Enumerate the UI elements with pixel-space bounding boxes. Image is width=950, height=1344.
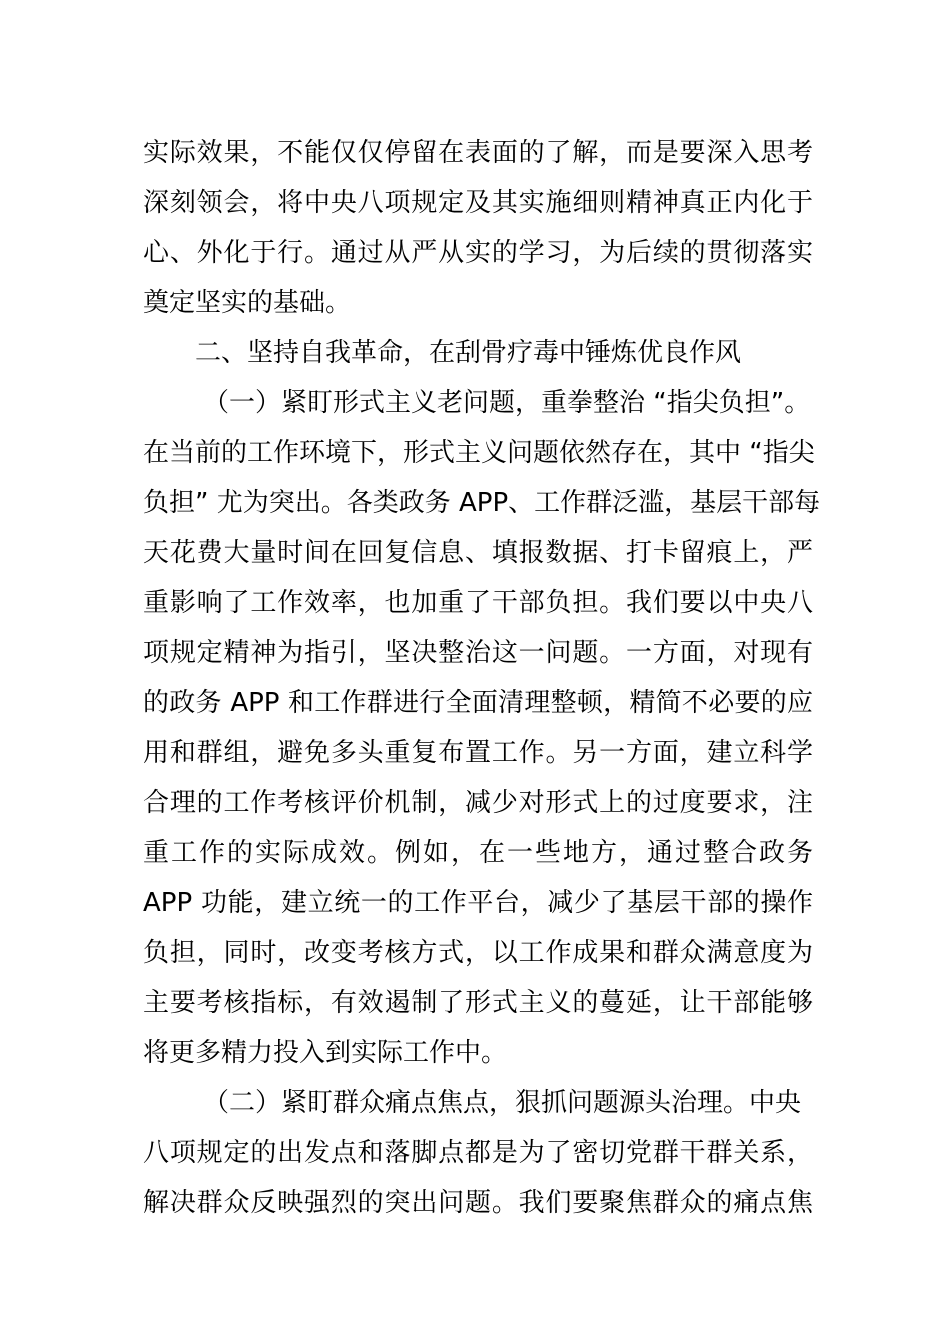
paragraph-1-line-3: 心、外化于行。通过从严从实的学习，为后续的贯彻落实 [143, 238, 813, 268]
paragraph-2-line-3: 负担” 尤为突出。各类政务 APP、工作群泛滥，基层干部每 [143, 488, 821, 518]
paragraph-2-line-12: 负担，同时，改变考核方式，以工作成果和群众满意度为 [143, 938, 813, 968]
paragraph-2-line-11: APP 功能，建立统一的工作平台，减少了基层干部的操作 [143, 888, 813, 918]
paragraph-2-line-6: 项规定精神为指引，坚决整治这一问题。一方面，对现有 [143, 638, 813, 668]
paragraph-3-line-3: 解决群众反映强烈的突出问题。我们要聚焦群众的痛点焦 [143, 1188, 813, 1218]
paragraph-2-line-7: 的政务 APP 和工作群进行全面清理整顿，精简不必要的应 [143, 688, 813, 718]
paragraph-1-line-2: 深刻领会，将中央八项规定及其实施细则精神真正内化于 [143, 188, 813, 218]
paragraph-2-line-5: 重影响了工作效率，也加重了干部负担。我们要以中央八 [143, 588, 813, 618]
paragraph-1-line-1: 实际效果，不能仅仅停留在表面的了解，而是要深入思考 [143, 138, 813, 168]
paragraph-2-line-10: 重工作的实际成效。例如，在一些地方，通过整合政务 [143, 838, 813, 868]
paragraph-2-line-14: 将更多精力投入到实际工作中。 [143, 1038, 508, 1068]
paragraph-3-line-2: 八项规定的出发点和落脚点都是为了密切党群干群关系， [143, 1138, 813, 1168]
paragraph-1-line-4: 奠定坚实的基础。 [143, 288, 352, 318]
paragraph-2-line-2: 在当前的工作环境下，形式主义问题依然存在，其中 “指尖 [143, 438, 815, 468]
paragraph-2-line-8: 用和群组，避免多头重复布置工作。另一方面，建立科学 [143, 738, 813, 768]
paragraph-2-line-4: 天花费大量时间在回复信息、填报数据、打卡留痕上，严 [143, 538, 813, 568]
paragraph-2-line-9: 合理的工作考核评价机制，减少对形式上的过度要求，注 [143, 788, 813, 818]
paragraph-2-line-13: 主要考核指标，有效遏制了形式主义的蔓延，让干部能够 [143, 988, 813, 1018]
paragraph-3-line-1: （二）紧盯群众痛点焦点，狠抓问题源头治理。中央 [203, 1088, 802, 1118]
section-heading: 二、坚持自我革命，在刮骨疗毒中锤炼优良作风 [195, 338, 742, 368]
paragraph-2-line-1: （一）紧盯形式主义老问题，重拳整治 “指尖负担”。 [203, 388, 811, 418]
document-body [143, 128, 821, 1228]
